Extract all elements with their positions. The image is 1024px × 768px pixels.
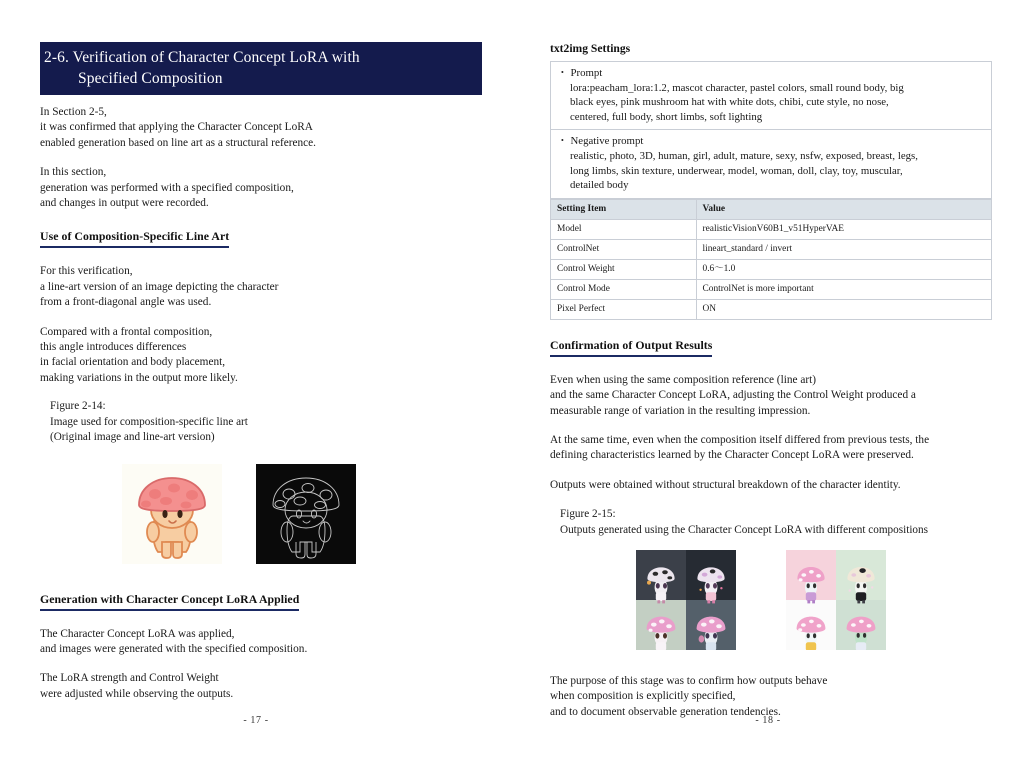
confirmation-paragraph-2 [550, 433, 992, 464]
negative-prompt-cell [551, 130, 991, 198]
setting-key: Control Mode [551, 279, 697, 299]
bullet-icon: ・ [557, 135, 568, 148]
text-line: generation was performed with a specified composition, [40, 181, 294, 194]
text-line: In Section 2-5, [40, 106, 107, 118]
character-original-image [122, 464, 222, 564]
subheading-generation: Generation with Character Concept LoRA Applied [40, 592, 299, 611]
purpose-paragraph [550, 674, 992, 720]
setting-value: realisticVisionV60B1_v51HyperVAE [696, 219, 991, 239]
text-line: Even when using the same composition reference (line art) [550, 373, 817, 386]
text-line: it was confirmed that applying the Character Concept LoRA [40, 121, 313, 134]
setting-key: Model [551, 219, 697, 239]
table-row [551, 239, 992, 259]
prompt-cell [551, 62, 991, 130]
column-header-setting-item: Setting Item [551, 199, 697, 219]
txt2img-settings-heading: txt2img Settings [550, 42, 631, 55]
settings-table [550, 199, 992, 320]
text-line: and to document observable generation tendencies. [550, 705, 781, 718]
lora-strength-paragraph [40, 671, 482, 702]
text-line: and changes in output were recorded. [40, 197, 209, 210]
verification-paragraph [40, 264, 482, 310]
section-title-line1: 2-6. Verification of Character Concept LoRA with [44, 49, 360, 66]
text-line: The Character Concept LoRA was applied, [40, 627, 235, 640]
page-right [512, 0, 1024, 768]
text-line: enabled generation based on line art as a structural reference. [40, 136, 317, 149]
text-line: (Original image and line-art version) [50, 431, 215, 444]
setting-value: ON [696, 299, 991, 319]
section-title-line2: Specified Composition [78, 70, 223, 87]
table-row [551, 299, 992, 319]
text-line: detailed body [570, 179, 629, 192]
lora-applied-paragraph [40, 627, 482, 658]
text-line: Image used for composition-specific line art [50, 415, 248, 428]
text-line: and the same Character Concept LoRA, adjusting the Control Weight produced a [550, 389, 916, 402]
negative-prompt-text [557, 149, 985, 193]
figure-2-15-caption [560, 507, 992, 538]
section-title-banner [40, 42, 482, 95]
text-line: realistic, photo, 3D, human, girl, adult, mature, sexy, nsfw, exposed, breast, legs, [570, 149, 918, 162]
confirmation-paragraph-1 [550, 373, 992, 419]
output-grid-dark [636, 550, 736, 650]
figure-2-14-images [122, 464, 482, 564]
confirmation-paragraph-3 [550, 478, 992, 493]
subheading-confirmation: Confirmation of Output Results [550, 338, 712, 357]
text-line: centered, full body, short limbs, soft lighting [570, 110, 763, 123]
text-line: when composition is explicitly specified, [550, 690, 736, 703]
text-line: Figure 2-15: [560, 508, 616, 521]
text-line: from a front-diagonal angle was used. [40, 296, 212, 309]
intro-paragraph [40, 105, 482, 151]
figure-2-14-caption [50, 399, 482, 445]
subheading-lineart: Use of Composition-Specific Line Art [40, 229, 229, 248]
negative-prompt-label: Negative prompt [570, 135, 644, 148]
table-row [551, 259, 992, 279]
setting-value: 0.6〜1.0 [696, 259, 991, 279]
subheading-lineart-wrap [40, 225, 482, 264]
text-line: and images were generated with the specified composition. [40, 642, 308, 655]
character-lineart-image [256, 464, 356, 564]
text-line: In this section, [40, 166, 107, 179]
text-line: The purpose of this stage was to confirm how outputs behave [550, 675, 828, 687]
setting-key: Control Weight [551, 259, 697, 279]
prompt-box [550, 61, 992, 199]
subheading-generation-wrap [40, 588, 482, 627]
text-line: a line-art version of an image depicting the character [40, 280, 279, 293]
table-row [551, 279, 992, 299]
bullet-icon: ・ [557, 67, 568, 79]
figure-2-15-images [636, 550, 992, 650]
text-line: Figure 2-14: [50, 400, 106, 413]
output-grid-pastel [786, 550, 886, 650]
setting-value: ControlNet is more important [696, 279, 991, 299]
table-row [551, 219, 992, 239]
column-header-value: Value [696, 199, 991, 219]
text-line: lora:peacham_lora:1.2, mascot character, pastel colors, small round body, big [570, 81, 904, 94]
negative-prompt-label-row [557, 134, 985, 149]
text-line: were adjusted while observing the outputs. [40, 687, 234, 700]
prompt-label: Prompt [570, 67, 603, 79]
text-line: in facial orientation and body placement, [40, 356, 226, 369]
text-line: Outputs were obtained without structural breakdown of the character identity. [550, 478, 901, 491]
text-line: At the same time, even when the composition itself differed from previous tests, the [550, 433, 930, 446]
section-overview-paragraph [40, 165, 482, 211]
text-line: black eyes, pink mushroom hat with white dots, chibi, cute style, no nose, [570, 96, 889, 109]
table-header-row [551, 199, 992, 219]
prompt-label-row [557, 66, 985, 81]
text-line: Compared with a frontal composition, [40, 325, 213, 338]
setting-key: Pixel Perfect [551, 299, 697, 319]
setting-key: ControlNet [551, 239, 697, 259]
text-line: making variations in the output more likely. [40, 371, 238, 384]
prompt-text [557, 81, 985, 125]
text-line: measurable range of variation in the resulting impression. [550, 404, 811, 417]
comparison-paragraph [40, 325, 482, 387]
subheading-confirmation-wrap [550, 334, 992, 373]
text-line: long limbs, skin texture, underwear, model, woman, doll, clay, toy, muscular, [570, 164, 903, 177]
text-line: The LoRA strength and Control Weight [40, 672, 219, 685]
page-number-right: - 18 - [755, 715, 781, 726]
text-line: Outputs generated using the Character Concept LoRA with different compositions [560, 523, 928, 536]
setting-value: lineart_standard / invert [696, 239, 991, 259]
text-line: defining characteristics learned by the Character Concept LoRA were preserved. [550, 449, 914, 462]
text-line: For this verification, [40, 265, 133, 278]
text-line: this angle introduces differences [40, 341, 187, 354]
page-number-left: - 17 - [243, 715, 269, 726]
